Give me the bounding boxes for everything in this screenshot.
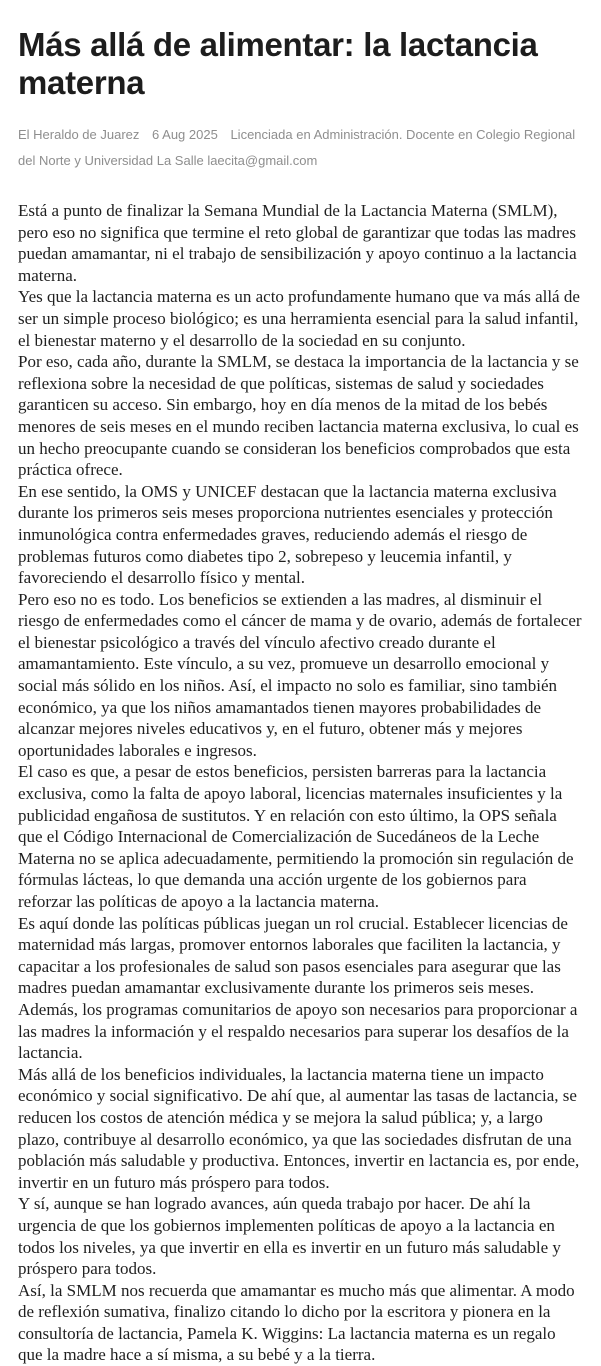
article-paragraph: Pero eso no es todo. Los beneficios se extienden a las madres, al disminuir el riesgo de enfermedades como el cáncer de mama y de ovario, además de fortalecer el bienestar psicológico a través del vínculo afectivo creado durante el amamantamiento. Este vínculo, a su vez, promueve un desarrollo emocional y social más sólido en los niños. Así, el impacto no solo es familiar, sino también económico, ya que los niños amamantados tienen mayores probabilidades de alcanzar mejores niveles educativos y, en el futuro, obtener más y mejores oportunidades laborales e ingresos. <box>18 589 582 760</box>
article-paragraph: Más allá de los beneficios individuales, la lactancia materna tiene un impacto económico y social significativo. De ahí que, al aumentar las tasas de lactancia, se reducen los costos de atención médica y se mejora la salud pública; y, a largo plazo, contribuye al desarrollo económico, ya que las sociedades disfrutan de una población más saludable y productiva. Entonces, invertir en lactancia es, por ende, invertir en un futuro más próspero para todos. <box>18 1064 580 1192</box>
article-paragraph: Y sí, aunque se han logrado avances, aún queda trabajo por hacer. De ahí la urgencia de que los gobiernos implementen políticas de apoyo a la lactancia en todos los niveles, ya que invertir en ella es invertir en un futuro más saludable y próspero para todos. <box>18 1194 561 1279</box>
article-paragraph: Es aquí donde las políticas públicas juegan un rol crucial. Establecer licencias de maternidad más largas, promover entornos laborales que faciliten la lactancia, y capacitar a los profesionales de salud son pasos esenciales para asegurar que las madres puedan amamantar exclusivamente durante los primeros seis meses. Además, los programas comunitarios de apoyo son necesarios para proporcionar a las madres la información y el respaldo necesarios para superar los desafíos de la lactancia. <box>18 913 578 1063</box>
article-paragraph: Por eso, cada año, durante la SMLM, se destaca la importancia de la lactancia y se reflexiona sobre la necesidad de que políticas, sistemas de salud y sociedades garanticen su acceso. Sin embargo, hoy en día menos de la mitad de los bebés menores de seis meses en el mundo reciben lactancia materna exclusiva, lo cual es un hecho preocupante cuando se consideran los beneficios comprobados que esta práctica ofrece. <box>18 352 579 480</box>
byline-date: 6 Aug 2025 <box>152 127 218 142</box>
article-paragraph: El caso es que, a pesar de estos beneficios, persisten barreras para la lactancia exclusiva, como la falta de apoyo laboral, licencias maternales insuficientes y la publicidad engañosa de sustitutos. Y en relación con esto último, la OPS señala que el Código Internacional de Comercialización de Sucedáneos de la Leche Materna no se aplica adecuadamente, permitiendo la promoción sin regulación de fórmulas lácteas, lo que demanda una acción urgente de los gobiernos para reforzar las políticas de apoyo a la lactancia materna. <box>18 762 574 911</box>
byline-source: El Heraldo de Juarez <box>18 127 140 142</box>
article-body <box>18 200 583 1366</box>
article-paragraph: Así, la SMLM nos recuerda que amamantar es mucho más que alimentar. A modo de reflexión sumativa, finalizo citando lo dicho por la escritora y pionera en la consultoría de lactancia, Pamela K. Wiggins: La lactancia materna es un regalo que la madre hace a sí misma, a su bebé y a la tierra. <box>18 1280 575 1365</box>
byline-author: Licenciada en Administración. Docente en Colegio Regional del Norte y Universidad La Salle laecita@gmail.com <box>18 127 576 168</box>
article-title: Más allá de alimentar: la lactancia materna <box>18 26 538 101</box>
article-paragraph: En ese sentido, la OMS y UNICEF destacan que la lactancia materna exclusiva durante los primeros seis meses proporciona nutrientes esenciales y protección inmunológica contra enfermedades graves, reduciendo además el riesgo de problemas futuros como diabetes tipo 2, sobrepeso y leucemia infantil, y favoreciendo el desarrollo físico y mental. <box>18 481 557 588</box>
article-paragraph: Está a punto de finalizar la Semana Mundial de la Lactancia Materna (SMLM), pero eso no significa que termine el reto global de garantizar que todas las madres puedan amamantar, ni el trabajo de sensibilización y apoyo continuo a la lactancia materna. <box>18 201 577 285</box>
article-paragraph: Yes que la lactancia materna es un acto profundamente humano que va más allá de ser un simple proceso biológico; es una herramienta esencial para la salud infantil, el bienestar materno y el desarrollo de la sociedad en su conjunto. <box>18 287 580 350</box>
byline <box>18 122 583 174</box>
